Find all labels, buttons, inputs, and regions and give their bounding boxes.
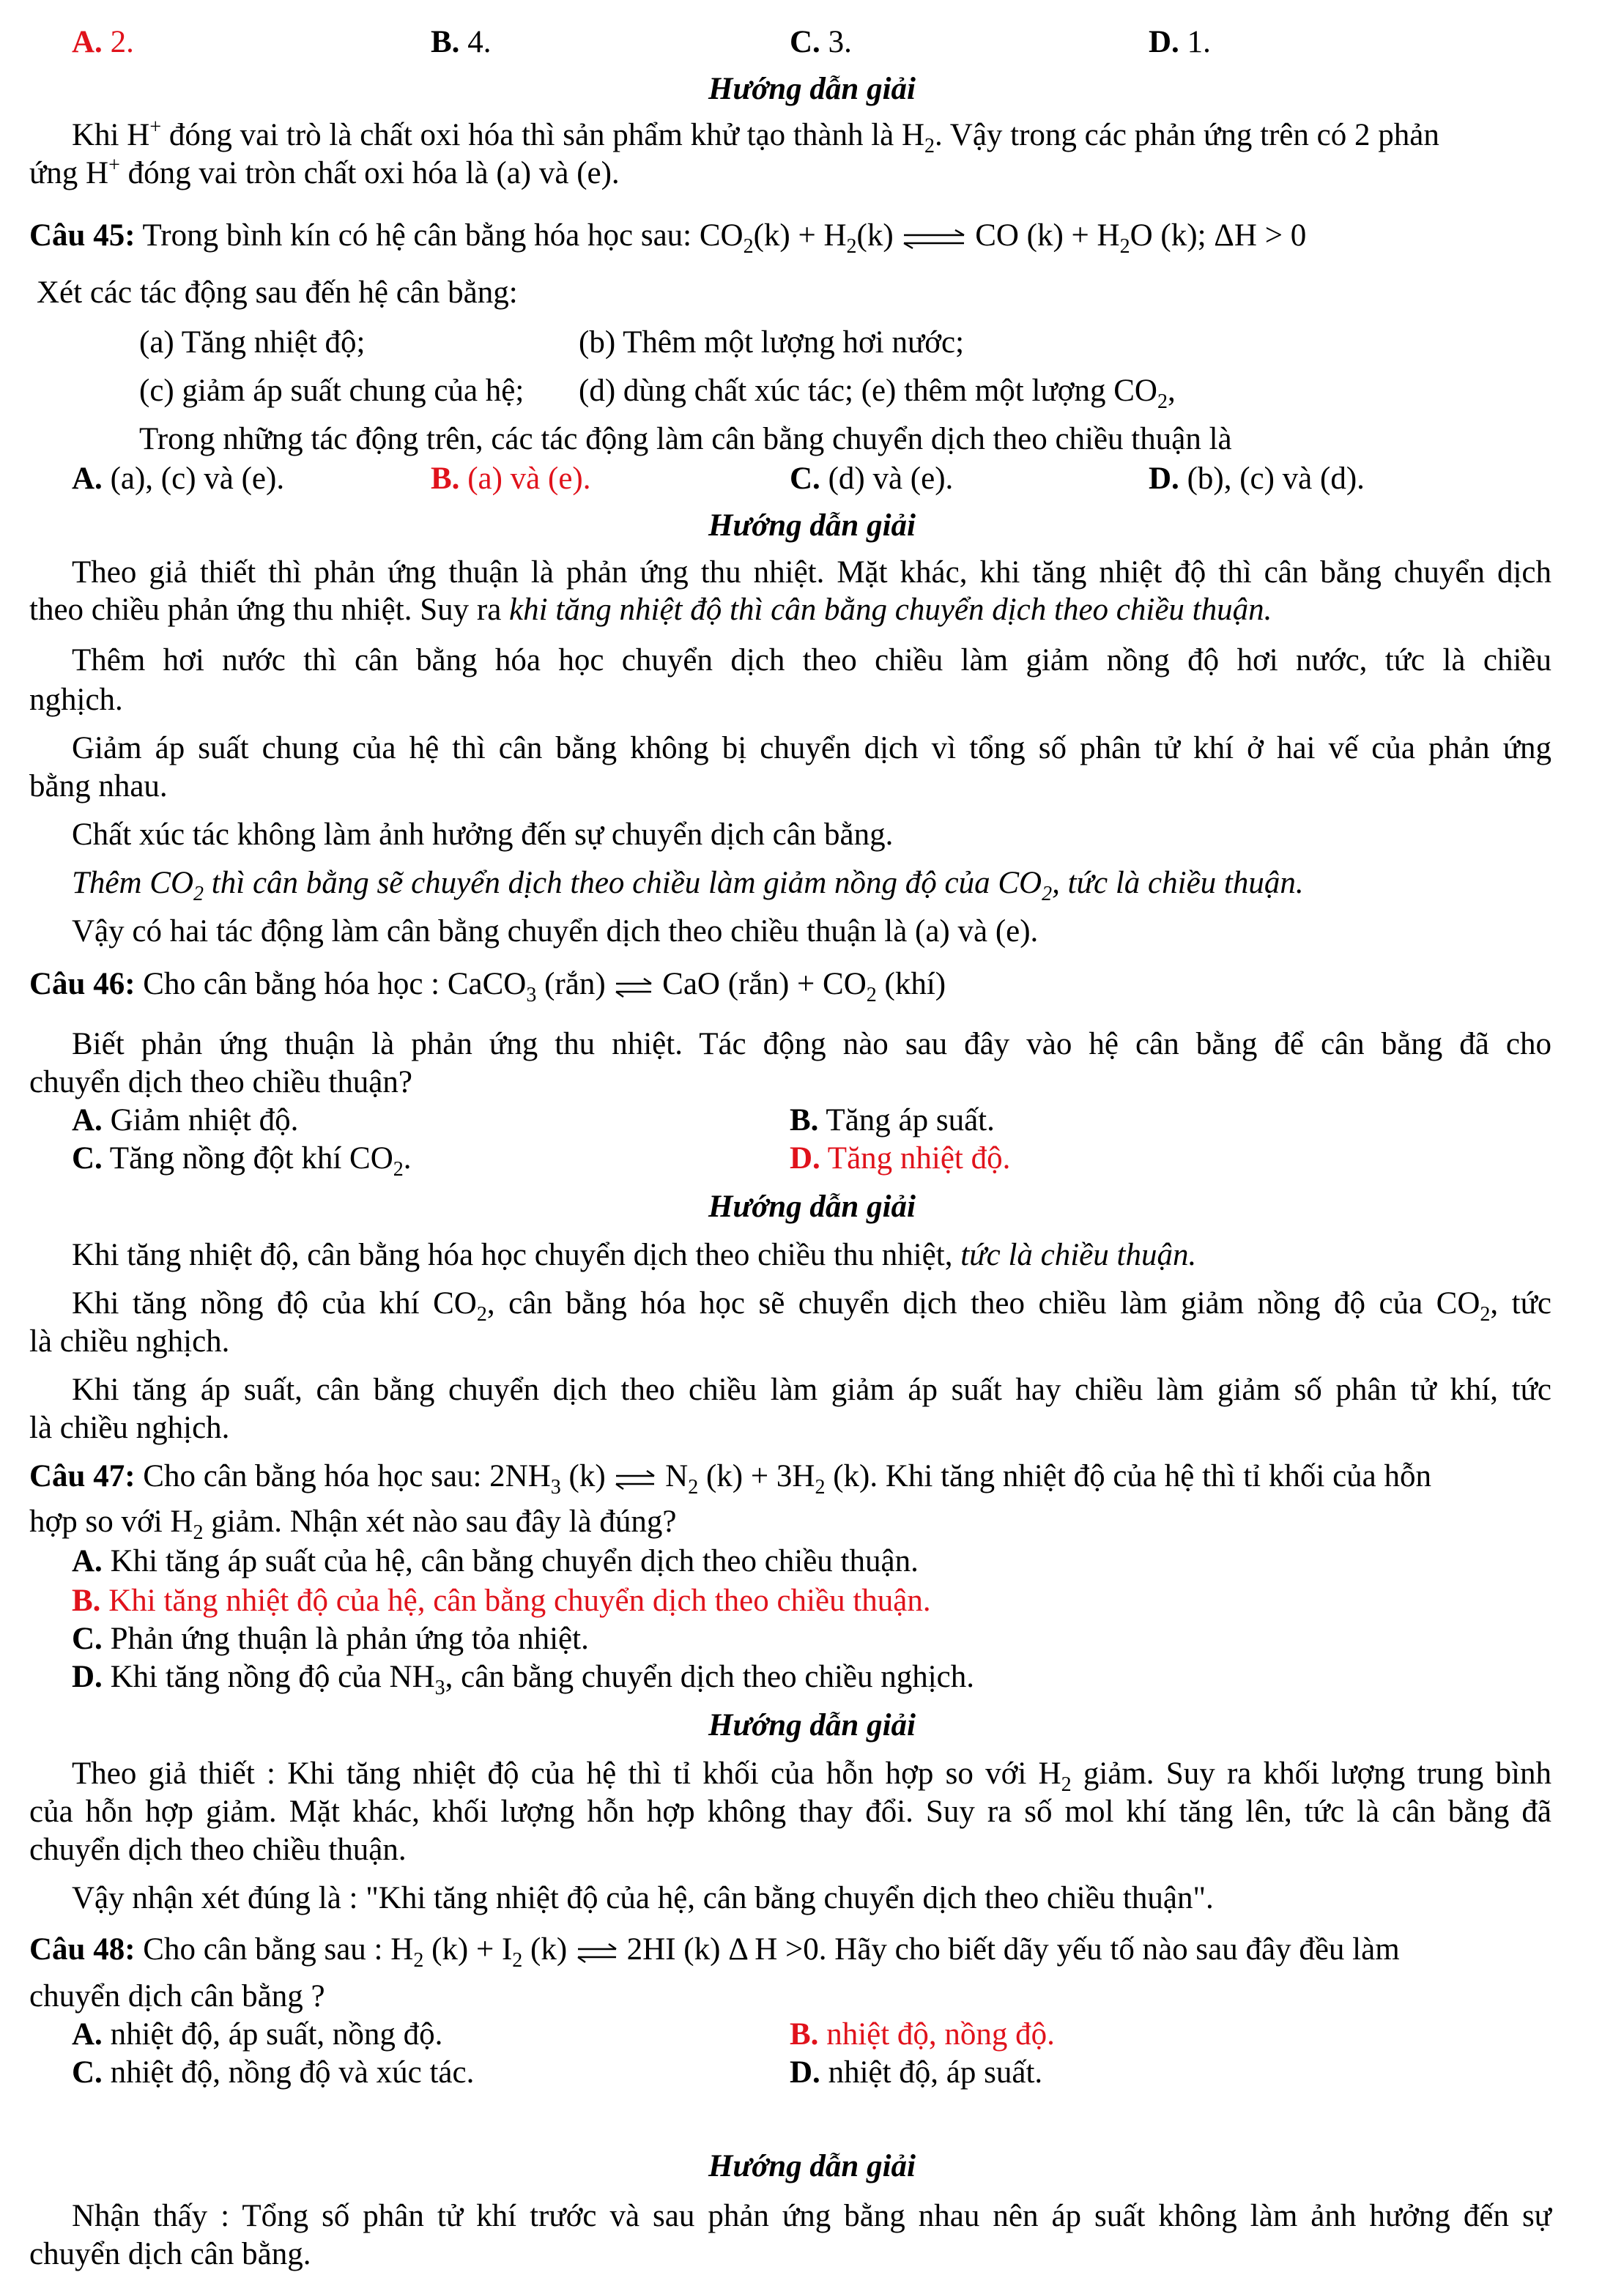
q47-solution-heading: Hướng dẫn giải — [708, 1708, 916, 1743]
q47-conclusion: Vậy nhận xét đúng là : "Khi tăng nhiệt độ của hệ, cân bằng chuyển dịch theo chiều thuận". — [72, 1881, 1214, 1915]
q45-item-b: (b) Thêm một lượng hơi nước; — [579, 325, 965, 360]
q47-stem-line1: Câu 47: Cho cân bằng hóa học sau: $2NH_3$ (k) $N_2$ $(k) + 3H_2$ (k). Khi tăng nhiệt độ của hệ thì tỉ khối của hỗn — [29, 1459, 1431, 1499]
q44-option-b: B. 4. — [431, 25, 492, 59]
q46-explanation-p1: Khi tăng nhiệt độ, cân bằng hóa học chuyển dịch theo chiều thu nhiệt, tức là chiều thuận. — [72, 1238, 1197, 1272]
q48-explanation-line1: Nhận thấy : Tổng số phân tử khí trước và sau phản ứng bằng nhau nên áp suất không làm ảnh hưởng đến sự — [72, 2199, 1551, 2233]
q46-body-line1: Biết phản ứng thuận là phản ứng thu nhiệt. Tác động nào sau đây vào hệ cân bằng để cân bằng đã cho — [72, 1027, 1551, 1061]
q47-option-a: A. Khi tăng áp suất của hệ, cân bằng chuyển dịch theo chiều thuận. — [72, 1544, 919, 1578]
q45-explanation-p1-line1: Theo giả thiết thì phản ứng thuận là phản ứng thu nhiệt. Mặt khác, khi tăng nhiệt độ thì cân bằng chuyển dịch — [72, 555, 1551, 590]
q45-equation: $CO_2(k) + H_2(k)$ CO $(k) + H_2O$ (k); ΔH > 0 — [699, 218, 1307, 258]
q45-explanation-p5: Thêm $CO_2$ thì cân bằng sẽ chuyển dịch theo chiều làm giảm nồng độ của $CO_2$, tức là chiều thuận. — [72, 866, 1304, 905]
q45-item-de: (d) dùng chất xúc tác; (e) thêm một lượng $CO_2$, — [579, 374, 1176, 413]
q48-solution-heading: Hướng dẫn giải — [708, 2149, 916, 2183]
q45-explanation-p3-line2: bằng nhau. — [29, 769, 168, 804]
q45-option-c: C. (d) và (e). — [790, 461, 954, 496]
q46-option-a: A. Giảm nhiệt độ. — [72, 1103, 299, 1138]
q45-conclusion: Vậy có hai tác động làm cân bằng chuyển dịch theo chiều thuận là (a) và (e). — [72, 914, 1039, 949]
q45-stem: Câu 45: Trong bình kín có hệ cân bằng hóa học sau: $CO_2(k) + H_2(k)$ CO $(k) + H_2O$ (k); ΔH > 0 — [29, 218, 1307, 258]
q47-explanation-p1-line2: của hỗn hợp giảm. Mặt khác, khối lượng hỗn hợp không thay đổi. Suy ra số mol khí tăng lên, tức là cân bằng đã — [29, 1795, 1551, 1829]
q45-explanation-p4: Chất xúc tác không làm ảnh hưởng đến sự chuyển dịch cân bằng. — [72, 817, 894, 852]
q48-stem-line1: Câu 48: Cho cân bằng sau : $H_2$ $(k) + I_2$ (k) 2HI (k) Δ H >0. Hãy cho biết dãy yếu tố nào sau đây đều làm — [29, 1932, 1400, 1972]
q47-option-d: D. Khi tăng nồng độ của $NH_3$, cân bằng chuyển dịch theo chiều nghịch. — [72, 1660, 975, 1699]
q45-option-b: B. (a) và (e). — [431, 461, 591, 496]
q45-explanation-p3-line1: Giảm áp suất chung của hệ thì cân bằng không bị chuyển dịch vì tổng số phân tử khí ở hai vế của phản ứng — [72, 731, 1551, 765]
q44-explanation-line1: Khi H+ đóng vai trò là chất oxi hóa thì sản phẩm khử tạo thành là $H_2$. Vậy trong các phản ứng trên có 2 phản — [72, 116, 1439, 157]
equilibrium-arrow-icon — [575, 1942, 619, 1964]
q44-option-a: A. 2. — [72, 25, 134, 59]
q44-option-c: C. 3. — [790, 25, 852, 59]
q48-option-b: B. nhiệt độ, nồng độ. — [790, 2017, 1055, 2052]
q45-intro: Xét các tác động sau đến hệ cân bằng: — [37, 275, 518, 310]
q45-item-a: (a) Tăng nhiệt độ; — [139, 325, 366, 360]
q45-explanation-p2-line2: nghịch. — [29, 683, 123, 717]
q46-stem: Câu 46: Cho cân bằng hóa học : CaCO$_3$ (rắn) CaO (rắn) + $CO_2$ (khí) — [29, 967, 946, 1006]
q46-body-line2: chuyển dịch theo chiều thuận? — [29, 1065, 412, 1099]
q45-explanation-p2-line1: Thêm hơi nước thì cân bằng hóa học chuyển dịch theo chiều làm giảm nồng độ hơi nước, tức là chiều — [72, 643, 1551, 678]
q46-explanation-p2-line2: là chiều nghịch. — [29, 1324, 230, 1359]
q48-option-c: C. nhiệt độ, nồng độ và xúc tác. — [72, 2055, 475, 2090]
q48-explanation-line2: chuyển dịch cân bằng. — [29, 2237, 311, 2271]
q47-explanation-p1-line3: chuyển dịch theo chiều thuận. — [29, 1833, 407, 1867]
q45-question: Trong những tác động trên, các tác động làm cân bằng chuyển dịch theo chiều thuận là — [139, 422, 1232, 456]
q48-option-d: D. nhiệt độ, áp suất. — [790, 2055, 1043, 2090]
equilibrium-arrow-icon — [613, 976, 654, 998]
q47-explanation-p1-line1: Theo giả thiết : Khi tăng nhiệt độ của hệ thì tỉ khối của hỗn hợp so với $H_2$ giảm. Suy ra khối lượng trung bình — [72, 1756, 1552, 1796]
q45-explanation-p1-line2: theo chiều phản ứng thu nhiệt. Suy ra khi tăng nhiệt độ thì cân bằng chuyển dịch theo chiều thuận. — [29, 593, 1272, 627]
q44-solution-heading: Hướng dẫn giải — [708, 72, 916, 106]
q46-option-c: C. Tăng nồng đột khí $CO_2$. — [72, 1141, 412, 1181]
q48-option-a: A. nhiệt độ, áp suất, nồng độ. — [72, 2017, 443, 2052]
q44-option-d: D. 1. — [1149, 25, 1211, 59]
q46-option-d: D. Tăng nhiệt độ. — [790, 1141, 1011, 1176]
q46-explanation-p2-line1: Khi tăng nồng độ của khí $CO_2$, cân bằng hóa học sẽ chuyển dịch theo chiều làm giảm nồng độ của $CO_2$, tức — [72, 1286, 1552, 1326]
q45-option-d: D. (b), (c) và (d). — [1149, 461, 1365, 496]
q45-item-c: (c) giảm áp suất chung của hệ; — [139, 374, 524, 408]
q45-option-a: A. (a), (c) và (e). — [72, 461, 285, 496]
q46-option-b: B. Tăng áp suất. — [790, 1103, 995, 1138]
q45-solution-heading: Hướng dẫn giải — [708, 508, 916, 543]
q47-option-b: B. Khi tăng nhiệt độ của hệ, cân bằng chuyển dịch theo chiều thuận. — [72, 1584, 931, 1618]
q47-option-c: C. Phản ứng thuận là phản ứng tỏa nhiệt. — [72, 1622, 589, 1656]
q44-explanation-line2: ứng H+ đóng vai tròn chất oxi hóa là (a) và (e). — [29, 154, 620, 190]
q48-stem-line2: chuyển dịch cân bằng ? — [29, 1979, 325, 2014]
q46-explanation-p3-line2: là chiều nghịch. — [29, 1411, 230, 1445]
equilibrium-arrow-icon — [901, 228, 967, 250]
q46-explanation-p3-line1: Khi tăng áp suất, cân bằng chuyển dịch theo chiều làm giảm áp suất hay chiều làm giảm số phân tử khí, tức — [72, 1373, 1551, 1407]
q47-stem-line2: hợp so với $H_2$ giảm. Nhận xét nào sau đây là đúng? — [29, 1504, 677, 1544]
equilibrium-arrow-icon — [613, 1469, 657, 1491]
q46-solution-heading: Hướng dẫn giải — [708, 1190, 916, 1224]
